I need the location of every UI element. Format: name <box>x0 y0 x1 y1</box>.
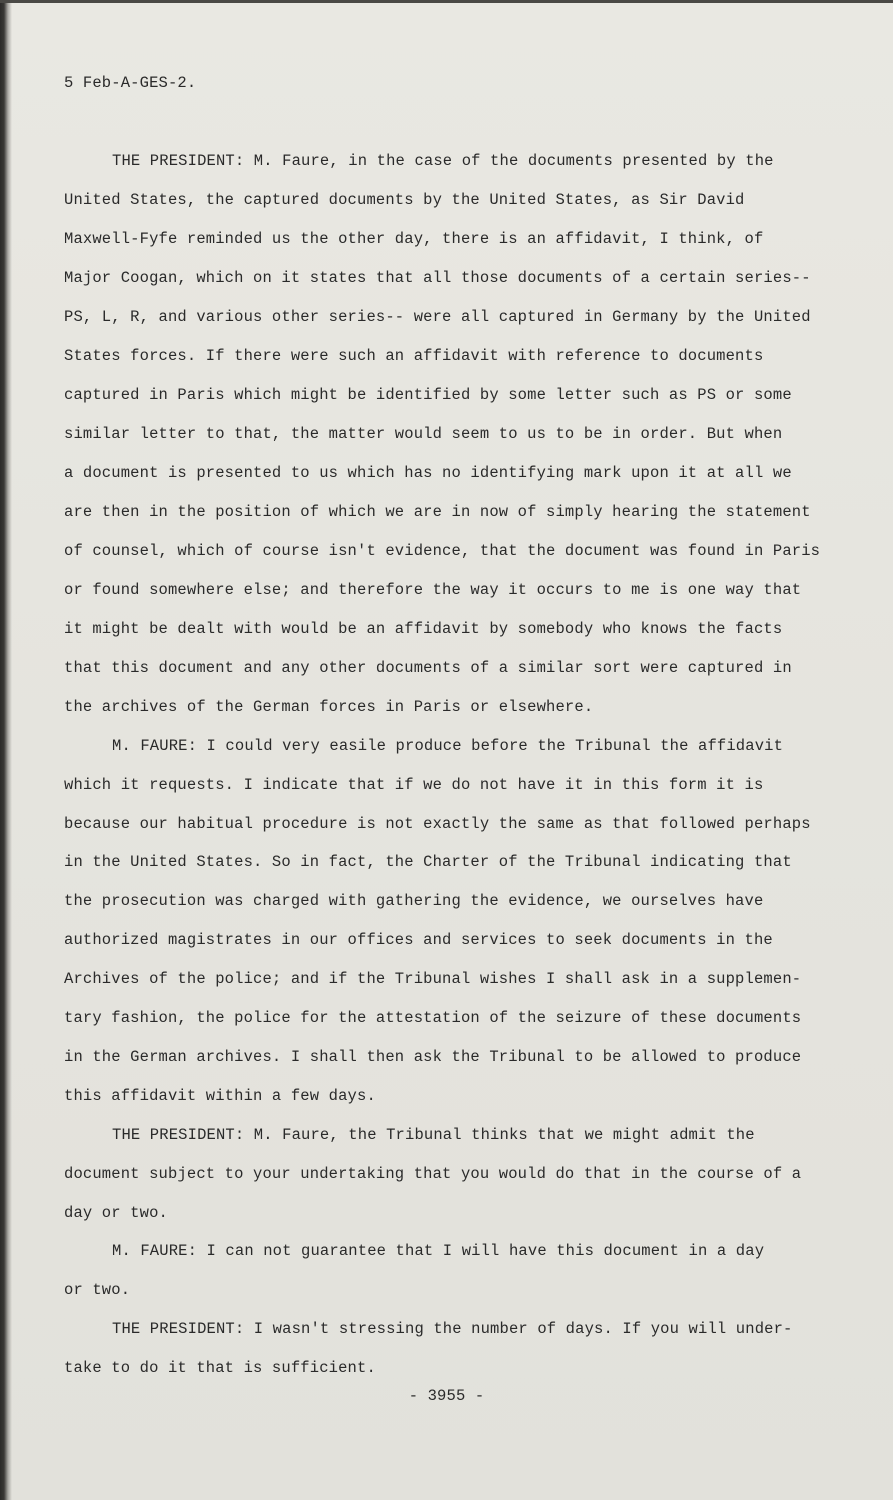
text-line: the prosecution was charged with gathering the evidence, we ourselves have <box>64 892 764 910</box>
text-line: that this document and any other documents of a similar sort were captured in <box>64 659 792 677</box>
text-line: THE PRESIDENT: I wasn't stressing the number of days. If you will under- <box>112 1320 793 1338</box>
text-line: Major Coogan, which on it states that all those documents of a certain series-- <box>64 269 811 287</box>
text-line: THE PRESIDENT: M. Faure, the Tribunal thinks that we might admit the <box>112 1126 755 1144</box>
text-line: THE PRESIDENT: M. Faure, in the case of the documents presented by the <box>112 152 774 170</box>
text-line: States forces. If there were such an affidavit with reference to documents <box>64 347 764 365</box>
text-line: captured in Paris which might be identified by some letter such as PS or some <box>64 386 792 404</box>
text-line: similar letter to that, the matter would seem to us to be in order. But when <box>64 425 783 443</box>
text-line: M. FAURE: I could very easile produce before the Tribunal the affidavit <box>112 737 784 755</box>
text-line: it might be dealt with would be an affidavit by somebody who knows the facts <box>64 620 783 638</box>
text-line: PS, L, R, and various other series-- were all captured in Germany by the United <box>64 308 811 326</box>
text-line: M. FAURE: I can not guarantee that I will have this document in a day <box>112 1242 765 1260</box>
text-line: day or two. <box>64 1204 168 1222</box>
document-reference: 5 Feb-A-GES-2. <box>64 74 197 92</box>
text-line: this affidavit within a few days. <box>64 1087 376 1105</box>
text-line: tary fashion, the police for the attestation of the seizure of these documents <box>64 1009 802 1027</box>
text-line: or found somewhere else; and therefore the way it occurs to me is one way that <box>64 581 802 599</box>
text-line: the archives of the German forces in Paris or elsewhere. <box>64 698 594 716</box>
text-line: Archives of the police; and if the Tribunal wishes I shall ask in a supplemen- <box>64 970 802 988</box>
text-line: a document is presented to us which has no identifying mark upon it at all we <box>64 464 792 482</box>
text-line: in the United States. So in fact, the Charter of the Tribunal indicating that <box>64 853 792 871</box>
text-line: take to do it that is sufficient. <box>64 1359 376 1377</box>
page-top-edge <box>0 0 893 3</box>
text-line: Maxwell-Fyfe reminded us the other day, there is an affidavit, I think, of <box>64 230 764 248</box>
text-line: of counsel, which of course isn't evidence, that the document was found in Paris <box>64 542 821 560</box>
text-line: document subject to your undertaking that you would do that in the course of a <box>64 1165 802 1183</box>
page-binding-edge <box>0 0 12 1500</box>
text-line: which it requests. I indicate that if we do not have it in this form it is <box>64 776 764 794</box>
text-line: in the German archives. I shall then ask the Tribunal to be allowed to produce <box>64 1048 802 1066</box>
text-line: or two. <box>64 1281 131 1299</box>
text-line: United States, the captured documents by the United States, as Sir David <box>64 191 745 209</box>
text-line: authorized magistrates in our offices and services to seek documents in the <box>64 931 773 949</box>
page-number: - 3955 - <box>408 1387 485 1405</box>
text-line: because our habitual procedure is not exactly the same as that followed perhaps <box>64 815 811 833</box>
text-line: are then in the position of which we are in now of simply hearing the statement <box>64 503 811 521</box>
